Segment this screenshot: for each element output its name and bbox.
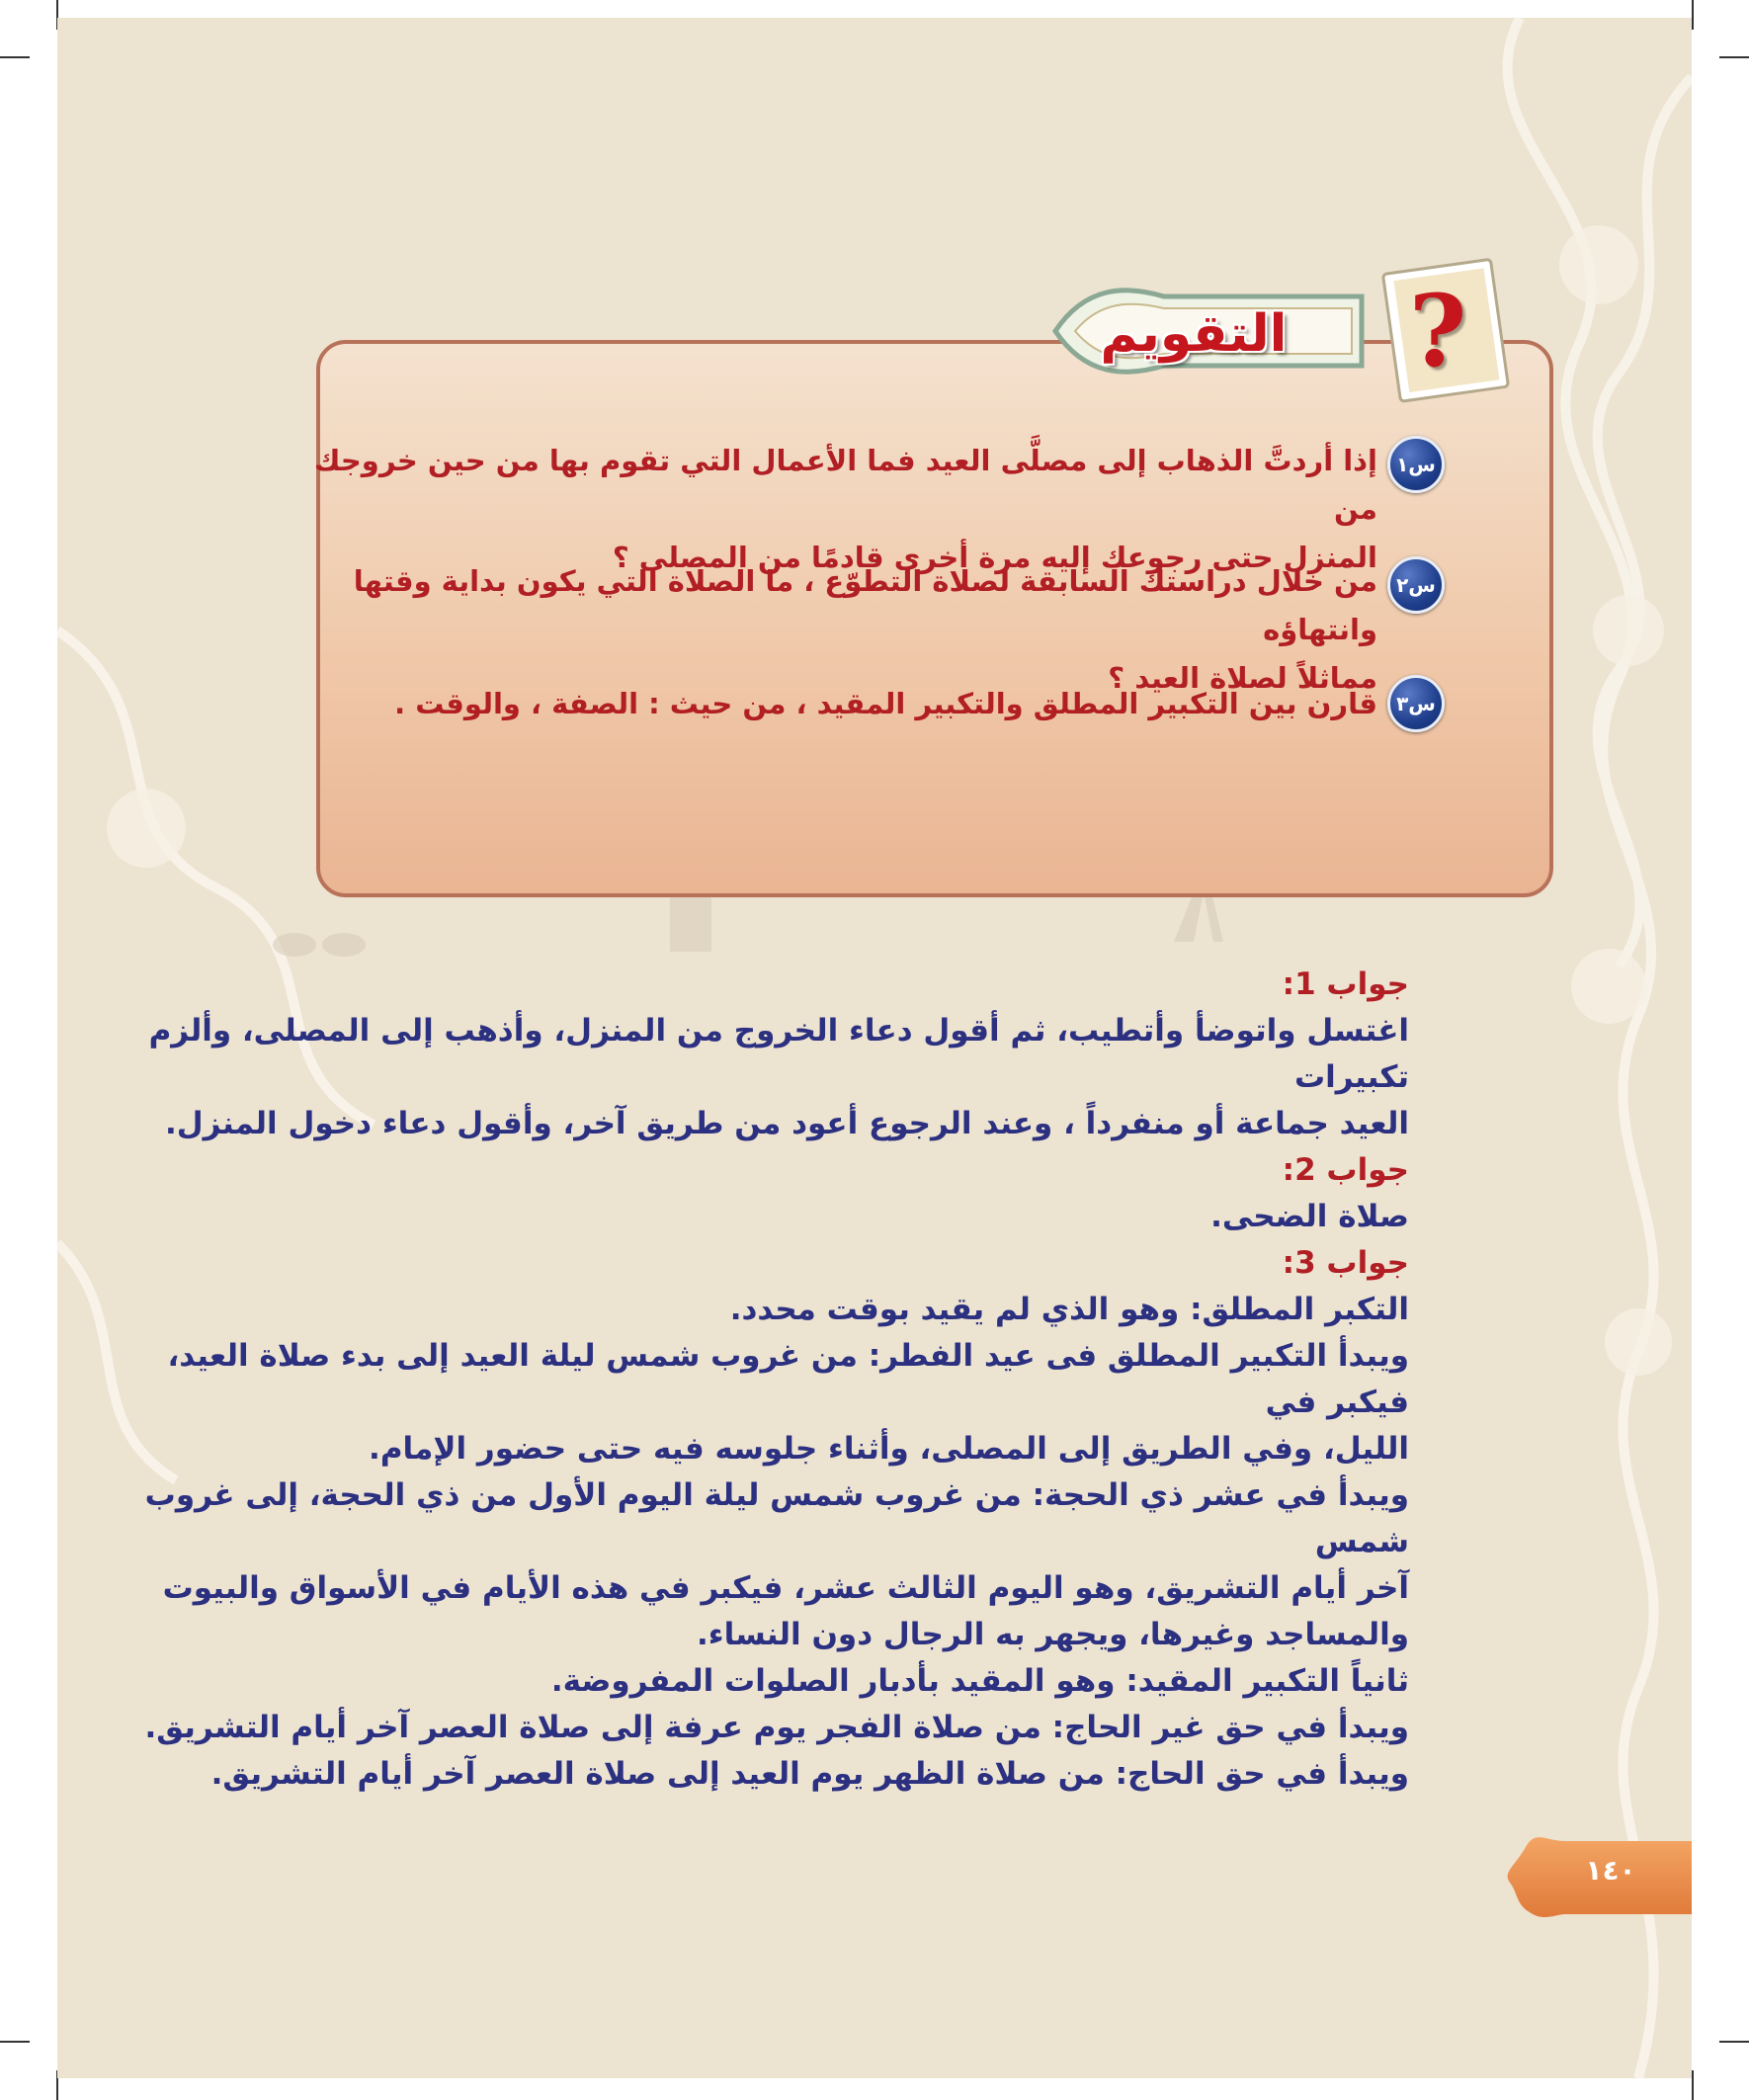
crop-mark	[1719, 2041, 1749, 2043]
question-3-badge: س٣	[1387, 675, 1445, 732]
answer-3-line: والمساجد وغيرها، ويجهر به الرجال دون النساء.	[696, 1617, 1409, 1652]
answer-1-line: العيد جماعة أو منفرداً ، وعند الرجوع أعود من طريق آخر، وأقول دعاء دخول المنزل.	[165, 1106, 1409, 1141]
question-2-badge: س٢	[1387, 556, 1445, 614]
answer-3-line: ويبدأ في عشر ذي الحجة: من غروب شمس ليلة اليوم الأول من ذي الحجة، إلى غروب شمس	[144, 1477, 1409, 1559]
question-1-badge: س١	[1387, 436, 1445, 493]
question-1-line-2: المنزل حتى رجوعك إليه مرة أخرى قادمًا من المصلى ؟	[612, 541, 1377, 574]
answer-3-line: ثانياً التكبير المقيد: وهو المقيد بأدبار الصلوات المفروضة.	[550, 1663, 1409, 1699]
crop-mark	[0, 56, 30, 58]
page-number: ١٤٠	[1585, 1854, 1636, 1887]
answer-3-line: ويبدأ في حق غير الحاج: من صلاة الفجر يوم عرفة إلى صلاة العصر آخر أيام التشريق.	[144, 1710, 1409, 1745]
answer-2-line: صلاة الضحى.	[1210, 1199, 1409, 1234]
answer-3-line: التكبر المطلق: وهو الذي لم يقيد بوقت محدد.	[729, 1292, 1409, 1327]
answer-1-heading: جواب 1:	[1282, 966, 1409, 1002]
answer-3-heading: جواب 3:	[1282, 1245, 1409, 1281]
crop-mark	[1692, 2070, 1694, 2100]
answer-3-line: ويبدأ التكبير المطلق فى عيد الفطر: من غروب شمس ليلة العيد إلى بدء صلاة العيد، فيكبر في	[167, 1338, 1409, 1420]
question-3-line-1: قارن بين التكبير المطلق والتكبير المقيد ، من حيث : الصفة ، والوقت .	[394, 687, 1377, 720]
question-2-line-1: من خلال دراستك السابقة لصلاة التطوّع ، ما الصلاة التي يكون بداية وقتها وانتهاؤه	[353, 564, 1377, 646]
crop-mark	[0, 2041, 30, 2043]
answer-3-line: ويبدأ في حق الحاج: من صلاة الظهر يوم العيد إلى صلاة العصر آخر أيام التشريق.	[210, 1756, 1409, 1792]
answer-3-line: آخر أيام التشريق، وهو اليوم الثالث عشر، فيكبر في هذه الأيام في الأسواق والبيوت	[162, 1570, 1409, 1606]
question-1-line-1: إذا أردتَّ الذهاب إلى مصلَّى العيد فما الأعمال التي تقوم بها من حين خروجك من	[313, 444, 1377, 526]
question-2-line-2: مماثلاً لصلاة العيد ؟	[1108, 661, 1377, 695]
answer-2-heading: جواب 2:	[1282, 1152, 1409, 1188]
question-mark-icon: ?	[1408, 273, 1467, 389]
crop-mark	[1692, 0, 1694, 30]
answers-section	[80, 962, 1409, 1798]
question-3	[261, 680, 1377, 728]
answer-3-line: الليل، وفي الطريق إلى المصلى، وأثناء جلوسه فيه حتى حضور الإمام.	[369, 1431, 1409, 1467]
evaluation-title: التقويم	[1100, 304, 1288, 364]
crop-mark	[1719, 56, 1749, 58]
page	[57, 18, 1692, 2078]
answer-1-line: اغتسل واتوضأ وأتطيب، ثم أقول دعاء الخروج من المنزل، وأذهب إلى المصلى، وألزم تكبيرات	[148, 1013, 1409, 1095]
